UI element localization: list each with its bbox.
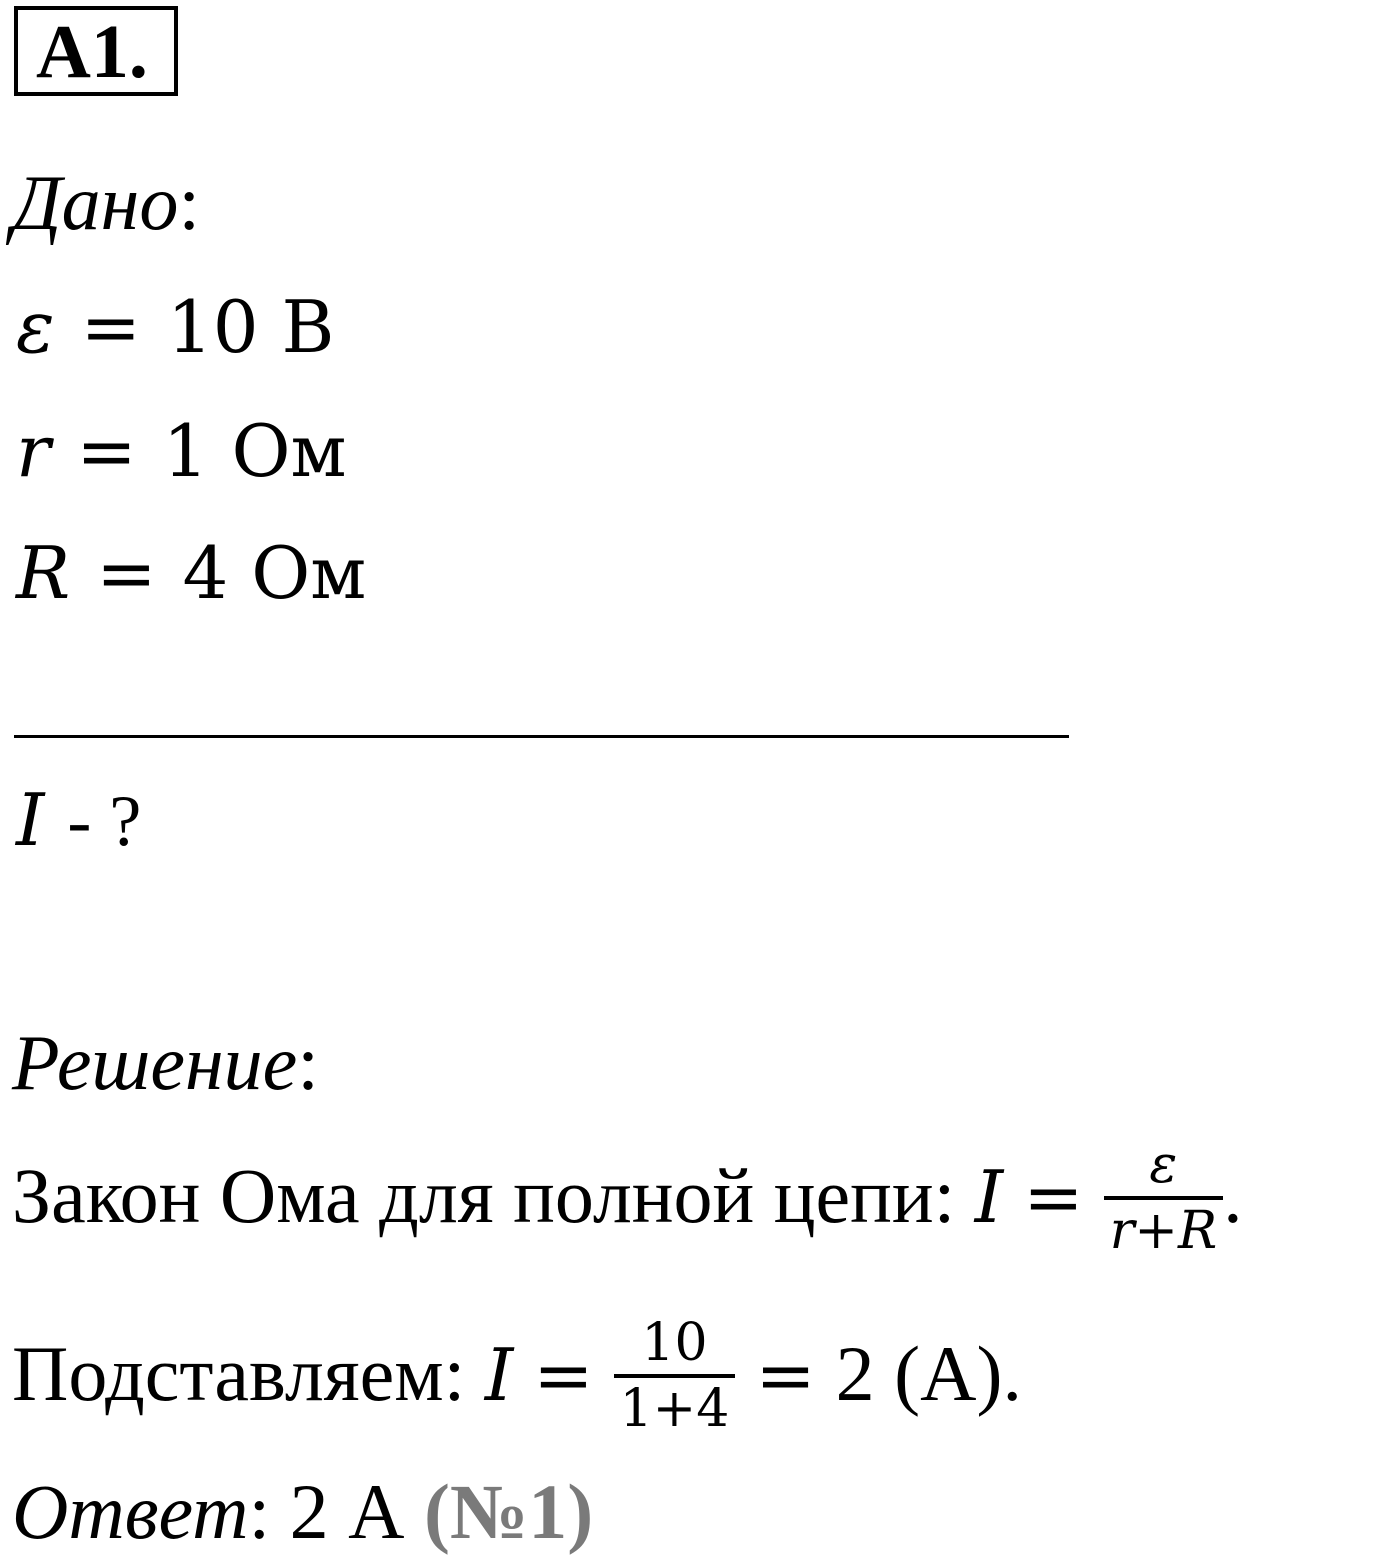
equals-sign: =	[80, 285, 141, 369]
given-item-emf	[16, 282, 334, 372]
substitution-fraction	[614, 1312, 736, 1440]
problem-number-box	[14, 6, 178, 96]
solution-heading-colon: :	[297, 1019, 319, 1106]
given-value: 10 В	[166, 285, 335, 369]
given-heading-text: Дано	[12, 159, 179, 246]
law-line	[12, 1135, 1243, 1268]
given-item-internal-resistance	[16, 406, 346, 496]
given-item-external-resistance	[16, 528, 366, 618]
given-symbol: ε	[16, 285, 55, 369]
find-text: - ?	[67, 781, 142, 861]
substitution-denominator: 1+4	[619, 1379, 730, 1439]
answer-reference: (№1)	[423, 1468, 594, 1555]
law-text: Закон Ома для полной цепи:	[12, 1151, 975, 1239]
given-value: 1 Ом	[162, 409, 347, 493]
given-heading	[12, 158, 200, 248]
given-symbol: R	[16, 531, 71, 615]
law-end: .	[1223, 1151, 1243, 1239]
find-line	[16, 775, 141, 866]
find-symbol: I	[16, 778, 45, 862]
solution-heading	[12, 1018, 319, 1108]
equals-sign: =	[96, 531, 157, 615]
answer-label: Ответ	[12, 1468, 249, 1555]
answer-line	[12, 1464, 593, 1560]
equals-sign: =	[755, 1332, 816, 1417]
law-denominator: r+R	[1109, 1201, 1218, 1261]
answer-value: 2 А	[270, 1468, 424, 1555]
solution-heading-text: Решение	[12, 1019, 298, 1106]
given-divider	[14, 735, 1069, 738]
answer-colon: :	[248, 1468, 271, 1555]
law-lhs: I	[974, 1154, 1004, 1239]
substitution-result: 2 (А).	[835, 1329, 1022, 1417]
law-numerator: ε	[1104, 1134, 1224, 1200]
problem-number: A1.	[36, 10, 148, 94]
equals-sign: =	[533, 1332, 594, 1417]
substitution-lhs: I	[484, 1332, 514, 1417]
substitution-text: Подставляем:	[12, 1329, 485, 1417]
substitution-line	[12, 1313, 1022, 1446]
equals-sign: =	[1023, 1154, 1084, 1239]
given-value: 4 Ом	[182, 531, 367, 615]
law-fraction	[1104, 1134, 1224, 1262]
substitution-numerator: 10	[614, 1312, 736, 1378]
equals-sign: =	[76, 409, 137, 493]
given-heading-colon: :	[178, 159, 200, 246]
given-symbol: r	[16, 409, 51, 493]
